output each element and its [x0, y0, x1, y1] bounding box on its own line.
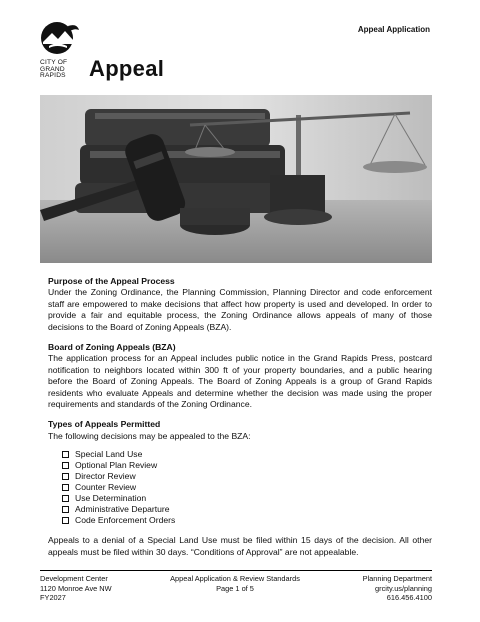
checkbox[interactable] — [62, 451, 69, 458]
filing-deadline-note: Appeals to a denial of a Special Land Use must be filed within 15 days of the decision. All other appeals must be filed within 30 days. “Conditions of Approval” are not appealable. — [48, 535, 432, 557]
footer-divider — [40, 570, 432, 571]
appeal-type-item: Special Land Use — [62, 449, 432, 460]
checkbox[interactable] — [62, 484, 69, 491]
appeal-type-item: Counter Review — [62, 482, 432, 493]
section-heading: Types of Appeals Permitted — [48, 419, 161, 430]
appeal-type-item: Use Determination — [62, 493, 432, 504]
checkbox[interactable] — [62, 506, 69, 513]
appeal-type-item: Director Review — [62, 471, 432, 482]
bza-section — [48, 342, 432, 410]
justice-image — [40, 95, 432, 263]
gavel-scales-photo — [40, 95, 432, 263]
types-intro: The following decisions may be appealed to the BZA: — [48, 430, 251, 441]
city-seal-icon — [40, 20, 80, 56]
checkbox[interactable] — [62, 462, 69, 469]
appeal-type-item: Code Enforcement Orders — [62, 515, 432, 526]
checkbox[interactable] — [62, 517, 69, 524]
footer-contact: Planning Department grcity.us/planning 616.456.4100 — [362, 574, 432, 603]
appeal-type-item: Optional Plan Review — [62, 460, 432, 471]
city-name: CITY OF GRAND RAPIDS — [40, 59, 68, 80]
appeal-info — [48, 276, 432, 558]
page-title: Appeal — [89, 56, 165, 81]
appeal-type-list — [62, 449, 432, 526]
section-body: The application process for an Appeal includes public notice in the Grand Rapids Press, postcard notification to neighbors located within 300 ft of your property boundaries, and a public hearing before the Board of Zoning Appeals. The Board of Zoning Appeals is a group of Grand Rapids residents who evaluate Appeals and determine whether the decision was made using the proper requirements and standards of the Zoning Ordinance. — [48, 353, 432, 410]
section-body: Under the Zoning Ordinance, the Planning Commission, Planning Director and code enforcement staff are empowered to make decisions that affect how property is used and developed. In order to provide a fair and equitable process, the Zoning Ordinance allows appeals of many of those decisions to the Board of Zoning Appeals (BZA). — [48, 287, 432, 332]
types-section — [48, 419, 432, 558]
purpose-section — [48, 276, 432, 333]
document-label: Appeal Application — [357, 25, 430, 34]
footer-page-info: Appeal Application & Review Standards Page 1 of 5 — [170, 574, 300, 593]
appeal-type-item: Administrative Departure — [62, 504, 432, 515]
city-logo — [40, 20, 80, 80]
checkbox[interactable] — [62, 495, 69, 502]
checkbox[interactable] — [62, 473, 69, 480]
section-heading: Board of Zoning Appeals (BZA) — [48, 342, 176, 353]
section-heading: Purpose of the Appeal Process — [48, 276, 175, 286]
footer-address: Development Center 1120 Monroe Ave NW FY2027 — [40, 574, 112, 603]
